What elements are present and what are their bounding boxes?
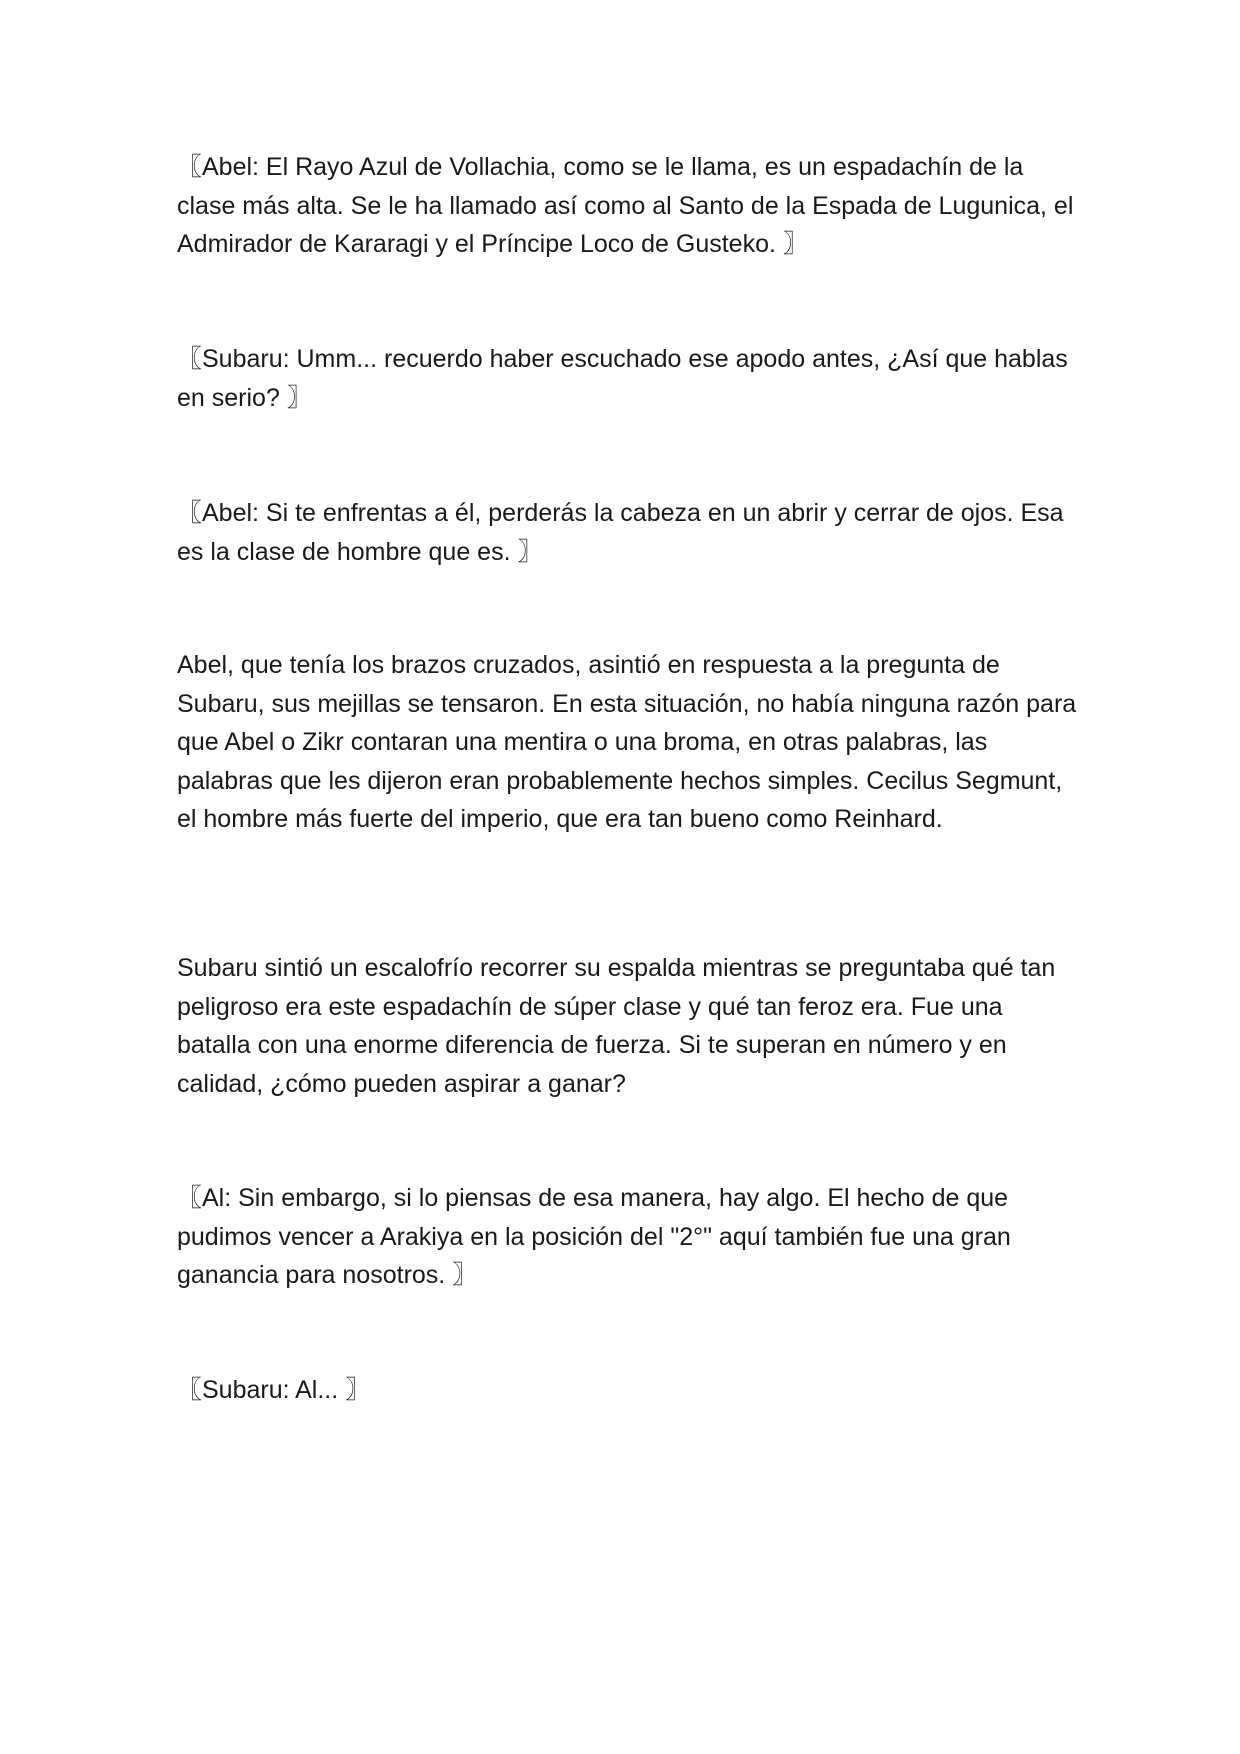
paragraph-narration-subaru: Subaru sintió un escalofrío recorrer su espalda mientras se preguntaba qué tan peligroso era este espadachín de súper clase y qué tan feroz era. Fue una batalla con una enorme diferencia de fuerza. Si te superan en número y en calidad, ¿cómo pueden aspirar a ganar? <box>177 954 1056 1098</box>
paragraph-abel-enfrentas: 〖Abel: Si te enfrentas a él, perderás la cabeza en un abrir y cerrar de ojos. Esa es la clase de hombre que es. 〗 <box>177 499 1064 566</box>
paragraph-abel-rayo-azul: 〖Abel: El Rayo Azul de Vollachia, como se le llama, es un espadachín de la clase más alta. Se le ha llamado así como al Santo de la Espada de Lugunica, el Admirador de Kararagi y el Príncipe Loco de Gusteko. 〗 <box>177 153 1074 258</box>
paragraph-narration-abel: Abel, que tenía los brazos cruzados, asintió en respuesta a la pregunta de Subaru, sus mejillas se tensaron. En esta situación, no había ninguna razón para que Abel o Zikr contaran una mentira o una broma, en otras palabras, las palabras que les dijeron eran probablemente hechos simples. Cecilus Segmunt, el hombre más fuerte del imperio, que era tan bueno como Reinhard. <box>177 651 1077 833</box>
paragraph-subaru-apodo: 〖Subaru: Umm... recuerdo haber escuchado ese apodo antes, ¿Así que hablas en serio? 〗 <box>177 345 1068 412</box>
paragraph-al-arakiya: 〖Al: Sin embargo, si lo piensas de esa manera, hay algo. El hecho de que pudimos vencer a Arakiya en la posición del "2°" aquí también fue una gran ganancia para nosotros. 〗 <box>177 1184 1011 1289</box>
paragraph-subaru-al: 〖Subaru: Al... 〗 <box>177 1376 371 1404</box>
